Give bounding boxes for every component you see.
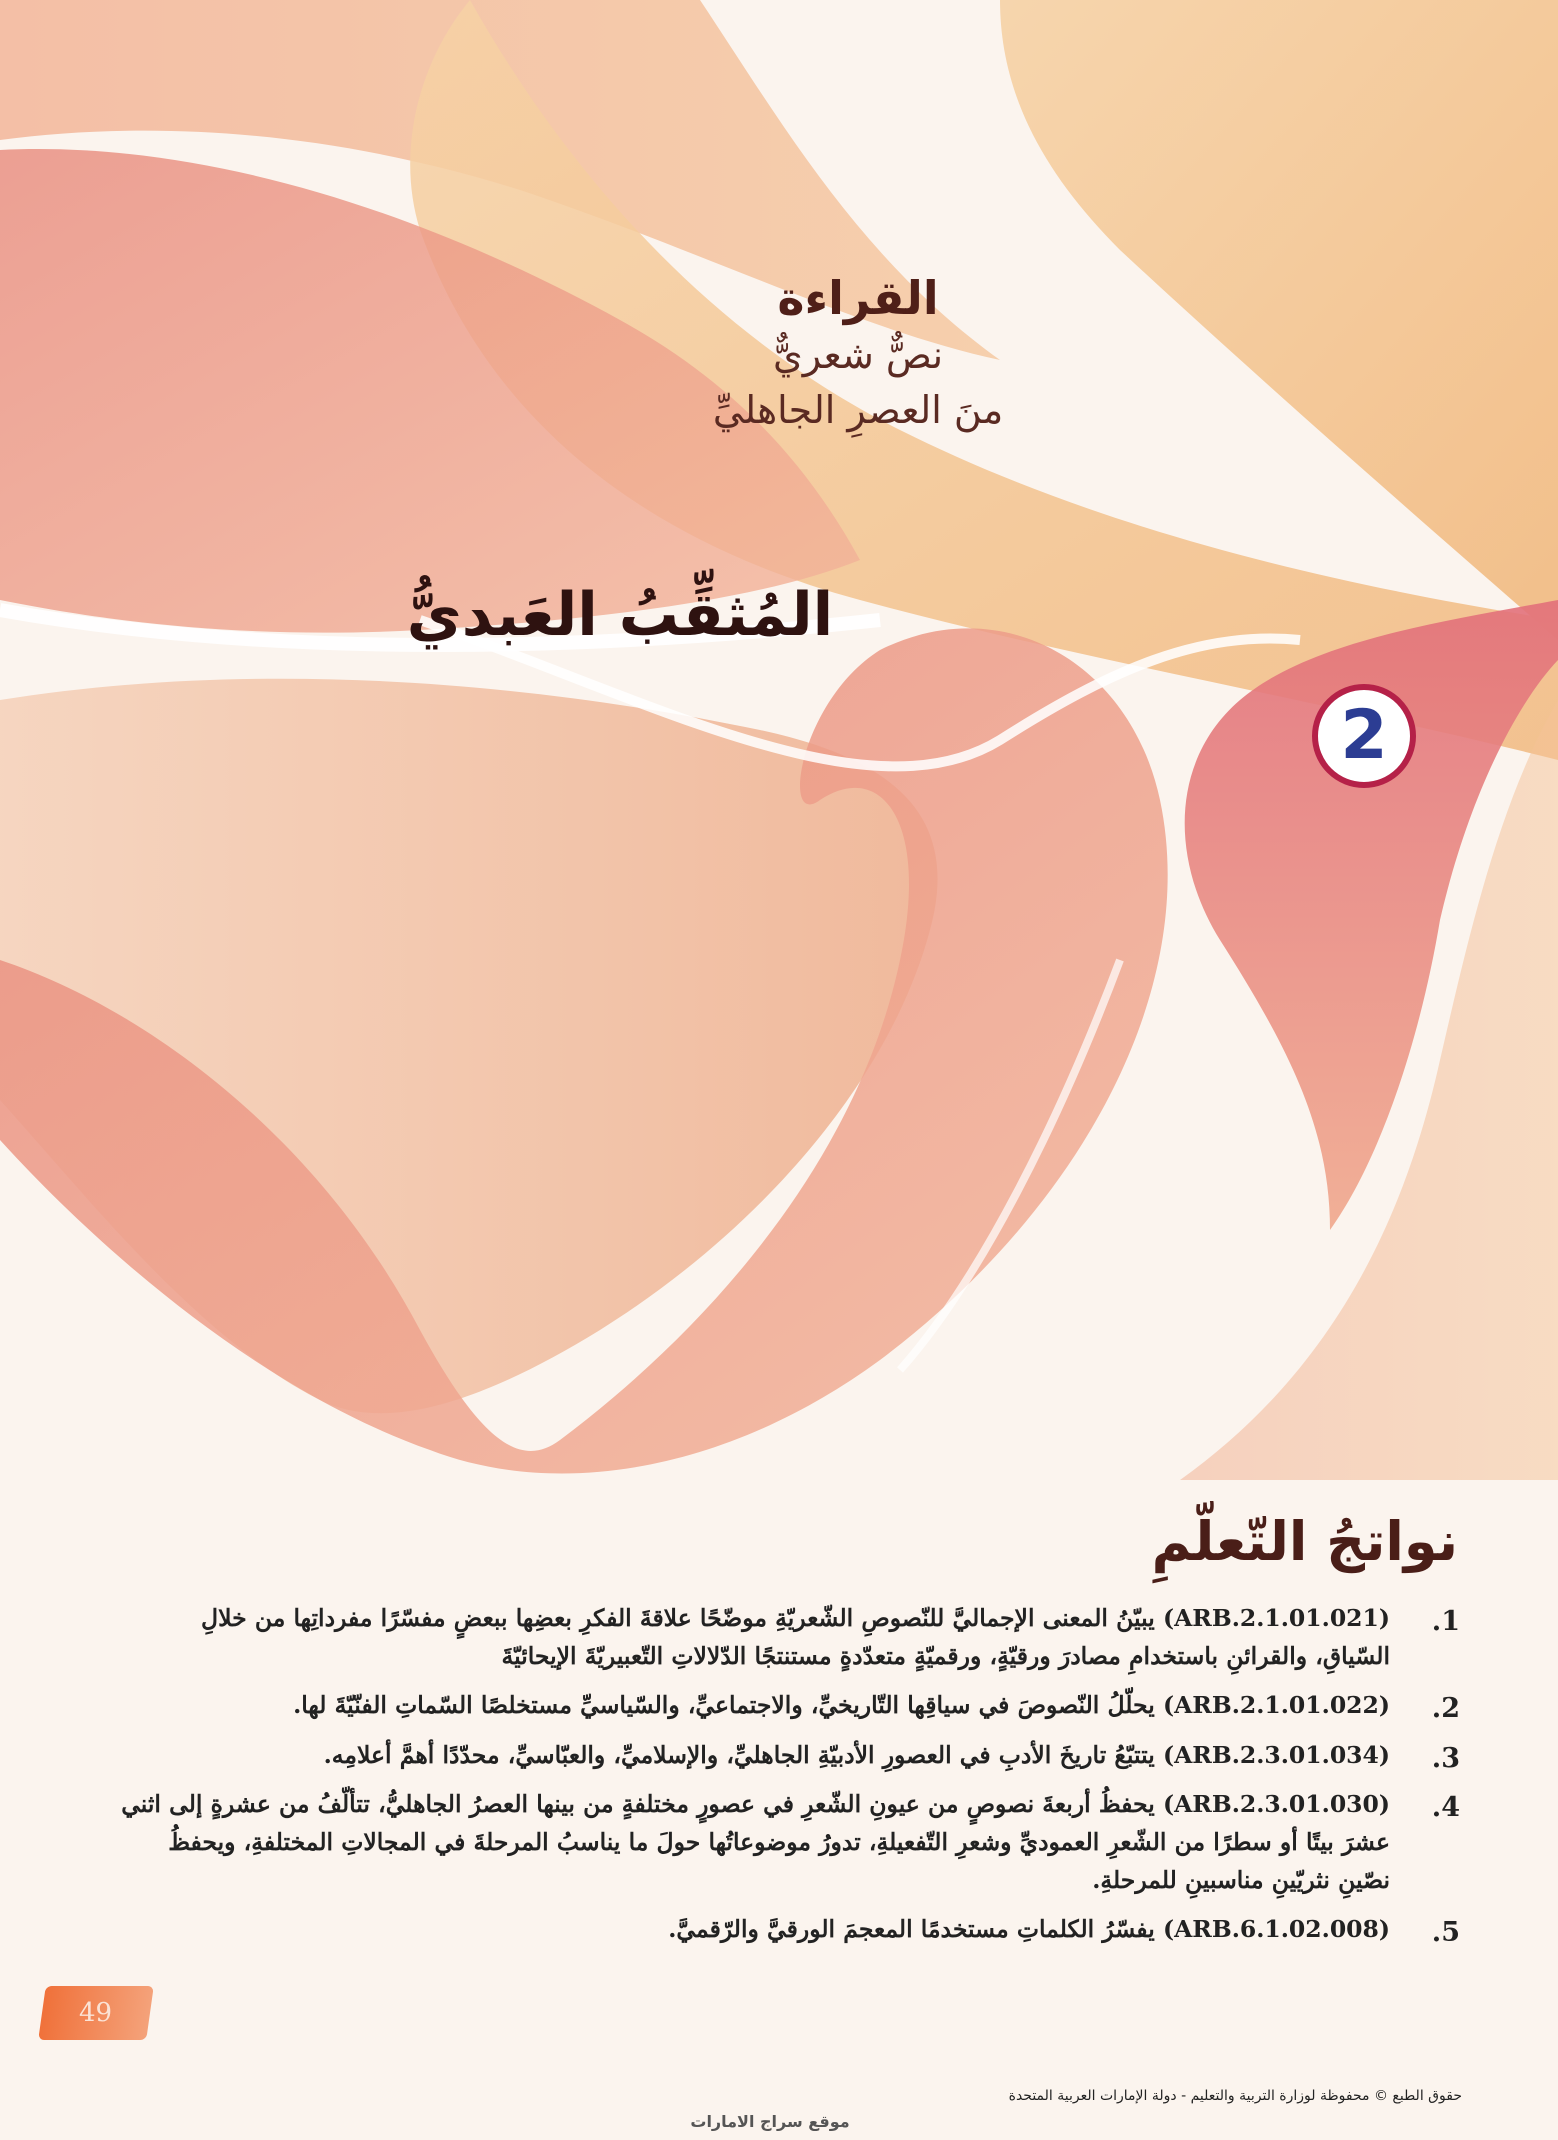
outcome-item — [120, 1737, 1460, 1775]
copyright-notice: حقوق الطبع © محفوظة لوزارة التربية والتعليم - دولة الإمارات العربية المتحدة — [1008, 2088, 1462, 2104]
outcome-code: (ARB.2.3.01.030) — [1162, 1790, 1390, 1819]
learning-outcomes-heading: نواتجُ التّعلّمِ — [1151, 1510, 1458, 1573]
outcome-number: 5. — [1431, 1917, 1460, 1949]
section-title: القراءة — [777, 271, 939, 325]
outcome-text: يحفظُ أربعةَ نصوصٍ من عيونِ الشّعرِ في عصورٍ مختلفةٍ من بينها العصرُ الجاهليُّ، تتألّفُ من عشرةٍ إلى اثني عشرَ بيتًا أو سطرًا من الشّعرِ العموديِّ وشعرِ التّفعيلةِ، تدورُ موضوعاتُها حولَ ما يناسبُ المرحلةَ في المجالاتِ المختلفةِ، ويحفظُ نصّينِ نثريّينِ مناسبينِ للمرحلةِ. — [121, 1790, 1390, 1894]
unit-number-badge — [1312, 684, 1416, 788]
outcome-number: 4. — [1431, 1792, 1460, 1824]
outcome-number: 1. — [1431, 1606, 1460, 1637]
outcome-code: (ARB.2.1.01.021) — [1162, 1604, 1390, 1632]
outcome-code: (ARB.2.3.01.034) — [1162, 1740, 1390, 1769]
outcome-text: يحلّلُ النّصوصَ في سياقِها التّاريخيِّ، والاجتماعيِّ، والسّياسيِّ مستخلصًا السّماتِ الفنّيّةَ لها. — [293, 1691, 1155, 1720]
outcome-item — [120, 1600, 1460, 1675]
outcome-text: يفسّرُ الكلماتِ مستخدمًا المعجمَ الورقيَّ والرّقميَّ. — [668, 1915, 1155, 1944]
outcome-number: 2. — [1431, 1693, 1460, 1725]
outcome-code: (ARB.6.1.02.008) — [1162, 1915, 1390, 1944]
learning-outcomes-list — [120, 1600, 1460, 1961]
outcome-number: 3. — [1431, 1742, 1460, 1774]
outcome-text: يتتبّعُ تاريخَ الأدبِ في العصورِ الأدبيّةِ الجاهليِّ، والإسلاميِّ، والعبّاسيِّ، محدّدًا أهمَّ أعلامِه. — [323, 1740, 1155, 1769]
page-number: 49 — [79, 1998, 113, 2028]
outcome-item — [120, 1786, 1460, 1899]
outcome-text: يبيّنُ المعنى الإجماليَّ للنّصوصِ الشّعريّةِ موضّحًا علاقةَ الفكرِ بعضِها ببعضٍ مفسّرًا مفرداتِها من خلالِ السّياقِ، والقرائنِ باستخدامِ مصادرَ ورقيّةٍ، ورقميّةٍ متعدّدةٍ مستنتجًا الدّلالاتِ التّعبيريّةَ الإيحائيّةَ — [201, 1604, 1390, 1670]
outcome-code: (ARB.2.1.01.022) — [1162, 1691, 1390, 1720]
poet-title: المُثقِّبُ العَبديُّ — [406, 580, 834, 650]
outcome-item — [120, 1687, 1460, 1725]
site-watermark-text: موقع سراج الامارات — [690, 2112, 850, 2131]
outcome-item — [120, 1911, 1460, 1949]
page-number-tab — [38, 1986, 154, 2040]
subtitle-line-2: منَ العصرِ الجاهليِّ — [712, 387, 1004, 432]
unit-number: 2 — [1340, 696, 1388, 775]
subtitle-line-1: نصٌّ شعريٌّ — [772, 332, 944, 377]
lesson-header — [598, 270, 1118, 438]
